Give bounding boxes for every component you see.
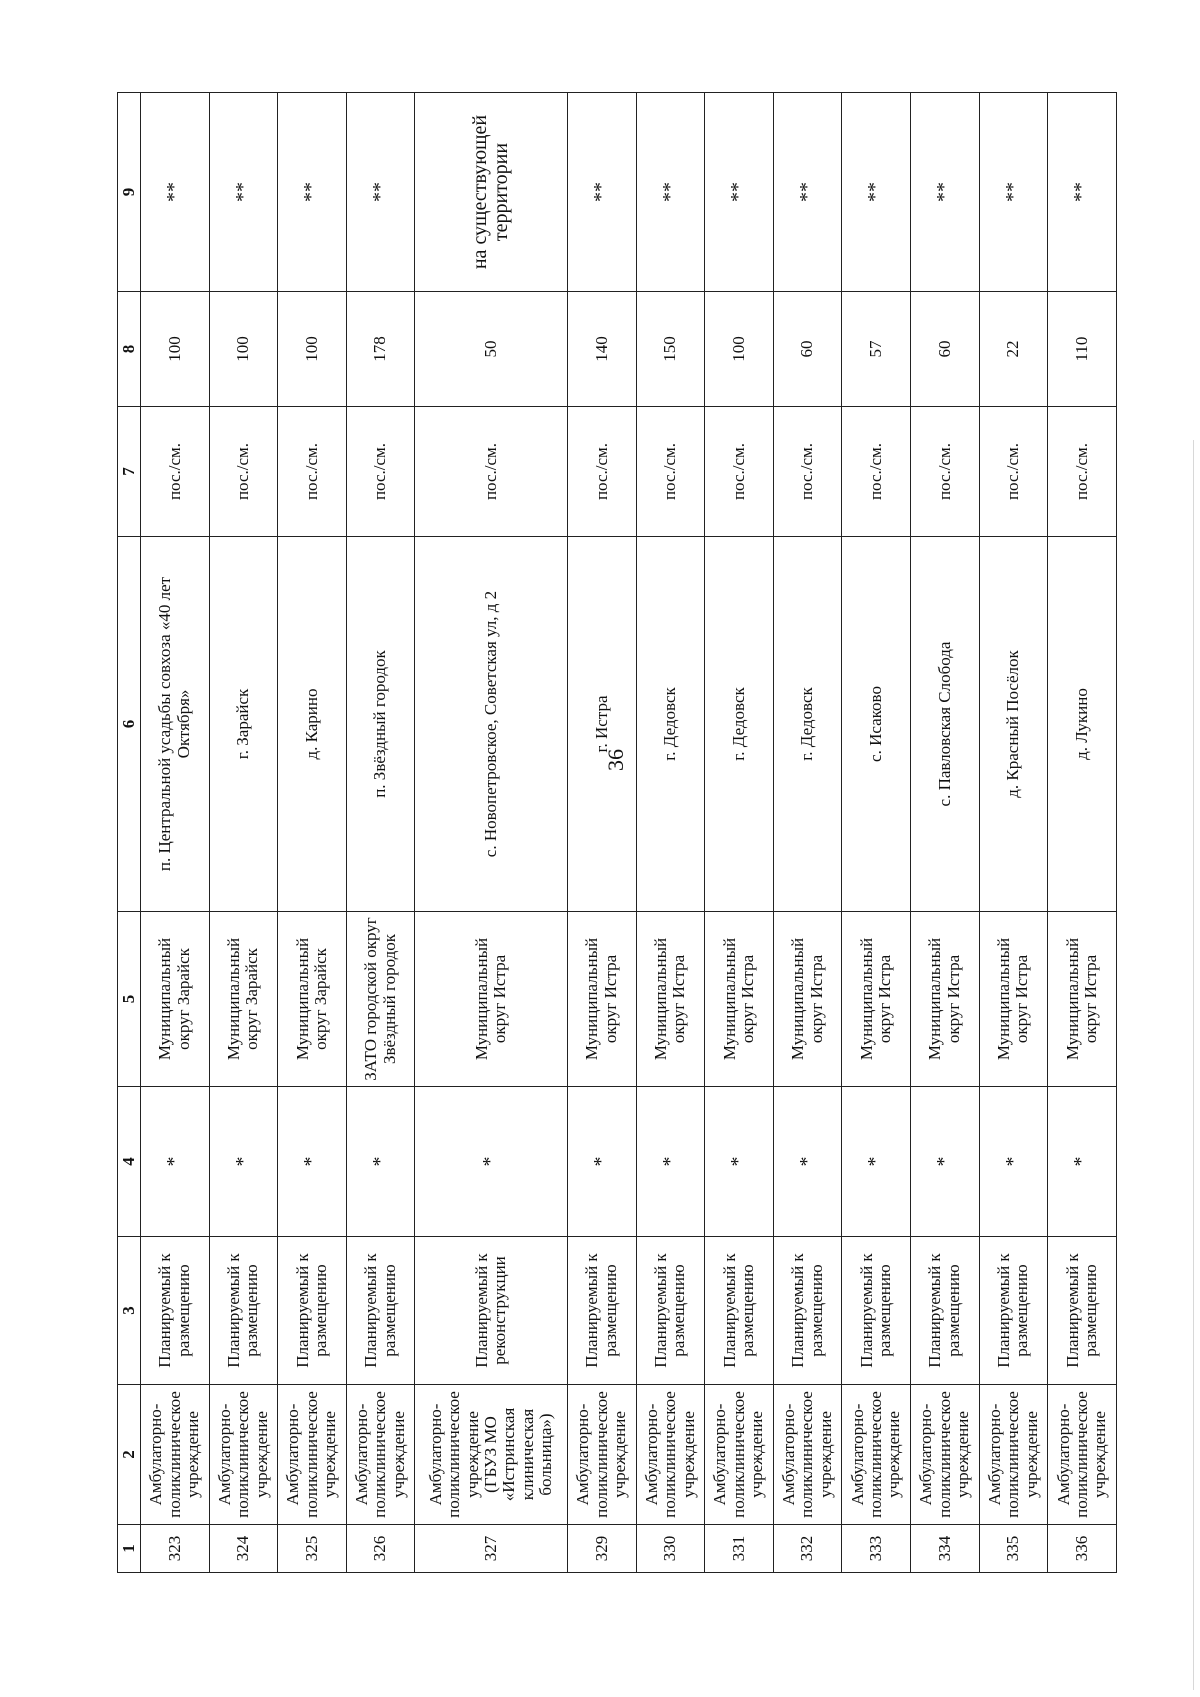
unit-cell: пос./см. [415, 407, 568, 537]
unit-cell: пос./см. [346, 407, 415, 537]
unit-cell: пос./см. [979, 407, 1048, 537]
marker-cell: * [141, 1087, 210, 1237]
table-row [141, 93, 210, 1573]
status-cell: Планируемый к размещению [567, 1237, 636, 1385]
municipality-cell: Муниципальный округ Истра [842, 912, 911, 1087]
land-area-cell: ** [910, 93, 979, 292]
capacity-cell: 178 [346, 292, 415, 407]
facility-type-cell: Амбулаторно-поликлиническое учреждение [842, 1385, 911, 1525]
facility-type-cell: Амбулаторно-поликлиническое учреждение [1048, 1385, 1117, 1525]
municipality-cell: Муниципальный округ Истра [979, 912, 1048, 1087]
marker-cell: * [567, 1087, 636, 1237]
location-cell: д. Лукино [1048, 537, 1117, 912]
row-number-cell: 333 [842, 1525, 911, 1573]
table-row [567, 93, 636, 1573]
row-number-cell: 335 [979, 1525, 1048, 1573]
capacity-cell: 100 [209, 292, 278, 407]
marker-cell: * [842, 1087, 911, 1237]
status-cell: Планируемый к размещению [979, 1237, 1048, 1385]
table-row [1048, 93, 1117, 1573]
location-cell: с. Исаково [842, 537, 911, 912]
capacity-cell: 100 [705, 292, 774, 407]
capacity-cell: 150 [636, 292, 705, 407]
table-row [415, 93, 568, 1573]
municipality-cell: Муниципальный округ Зарайск [141, 912, 210, 1087]
row-number-cell: 325 [278, 1525, 347, 1573]
location-cell: с. Новопетровское, Советская ул, д 2 [415, 537, 568, 912]
location-cell: г. Дедовск [705, 537, 774, 912]
marker-cell: * [773, 1087, 842, 1237]
status-cell: Планируемый к размещению [773, 1237, 842, 1385]
unit-cell: пос./см. [636, 407, 705, 537]
status-cell: Планируемый к размещению [141, 1237, 210, 1385]
col-header-7: 7 [118, 407, 141, 537]
col-header-4: 4 [118, 1087, 141, 1237]
land-area-cell: ** [842, 93, 911, 292]
table-row [209, 93, 278, 1573]
land-area-cell: ** [979, 93, 1048, 292]
municipality-cell: ЗАТО городской округ Звёздный городок [346, 912, 415, 1087]
land-area-cell: ** [636, 93, 705, 292]
col-header-2: 2 [118, 1385, 141, 1525]
status-cell: Планируемый к размещению [209, 1237, 278, 1385]
col-header-6: 6 [118, 537, 141, 912]
municipality-cell: Муниципальный округ Зарайск [278, 912, 347, 1087]
table-row [773, 93, 842, 1573]
row-number-cell: 326 [346, 1525, 415, 1573]
table-body [141, 93, 1117, 1573]
capacity-cell: 60 [773, 292, 842, 407]
capacity-cell: 140 [567, 292, 636, 407]
row-number-cell: 331 [705, 1525, 774, 1573]
capacity-cell: 50 [415, 292, 568, 407]
unit-cell: пос./см. [910, 407, 979, 537]
col-header-3: 3 [118, 1237, 141, 1385]
table-container [117, 93, 1117, 1573]
marker-cell: * [636, 1087, 705, 1237]
facility-type-cell: Амбулаторно-поликлиническое учреждение [979, 1385, 1048, 1525]
facility-type-cell: Амбулаторно-поликлиническое учреждение [278, 1385, 347, 1525]
capacity-cell: 110 [1048, 292, 1117, 407]
municipality-cell: Муниципальный округ Истра [773, 912, 842, 1087]
municipality-cell: Муниципальный округ Истра [415, 912, 568, 1087]
facilities-table [117, 92, 1117, 1573]
location-cell: с. Павловская Слобода [910, 537, 979, 912]
status-cell: Планируемый к размещению [705, 1237, 774, 1385]
land-area-cell: ** [705, 93, 774, 292]
marker-cell: * [415, 1087, 568, 1237]
facility-type-cell: Амбулаторно-поликлиническое учреждение [567, 1385, 636, 1525]
unit-cell: пос./см. [209, 407, 278, 537]
municipality-cell: Муниципальный округ Истра [705, 912, 774, 1087]
facility-type-cell: Амбулаторно-поликлиническое учреждение [346, 1385, 415, 1525]
table-header-row [118, 93, 141, 1573]
location-cell: г. Истра [567, 537, 636, 912]
unit-cell: пос./см. [1048, 407, 1117, 537]
table-row [278, 93, 347, 1573]
municipality-cell: Муниципальный округ Истра [636, 912, 705, 1087]
facility-type-cell: Амбулаторно-поликлиническое учреждение (ГБУЗ МО «Истринская клиническая больница») [415, 1385, 568, 1525]
page-number: 36 [603, 749, 628, 771]
marker-cell: * [910, 1087, 979, 1237]
location-cell: г. Дедовск [636, 537, 705, 912]
col-header-1: 1 [118, 1525, 141, 1573]
unit-cell: пос./см. [705, 407, 774, 537]
marker-cell: * [346, 1087, 415, 1237]
land-area-cell: ** [278, 93, 347, 292]
capacity-cell: 100 [141, 292, 210, 407]
capacity-cell: 100 [278, 292, 347, 407]
facility-type-cell: Амбулаторно-поликлиническое учреждение [910, 1385, 979, 1525]
municipality-cell: Муниципальный округ Истра [567, 912, 636, 1087]
status-cell: Планируемый к размещению [1048, 1237, 1117, 1385]
marker-cell: * [705, 1087, 774, 1237]
row-number-cell: 324 [209, 1525, 278, 1573]
table-row [636, 93, 705, 1573]
scan-edge-line [1193, 440, 1194, 1690]
status-cell: Планируемый к размещению [278, 1237, 347, 1385]
row-number-cell: 334 [910, 1525, 979, 1573]
land-area-cell: ** [209, 93, 278, 292]
land-area-cell: ** [773, 93, 842, 292]
location-cell: д. Красный Посёлок [979, 537, 1048, 912]
marker-cell: * [979, 1087, 1048, 1237]
location-cell: п. Звёздный городок [346, 537, 415, 912]
status-cell: Планируемый к размещению [910, 1237, 979, 1385]
marker-cell: * [1048, 1087, 1117, 1237]
facility-type-cell: Амбулаторно-поликлиническое учреждение [705, 1385, 774, 1525]
row-number-cell: 327 [415, 1525, 568, 1573]
facility-type-cell: Амбулаторно-поликлиническое учреждение [636, 1385, 705, 1525]
row-number-cell: 323 [141, 1525, 210, 1573]
land-area-cell: ** [1048, 93, 1117, 292]
location-cell: п. Центральной усадьбы совхоза «40 лет Октября» [141, 537, 210, 912]
unit-cell: пос./см. [278, 407, 347, 537]
unit-cell: пос./см. [141, 407, 210, 537]
col-header-8: 8 [118, 292, 141, 407]
location-cell: д. Карино [278, 537, 347, 912]
capacity-cell: 22 [979, 292, 1048, 407]
facility-type-cell: Амбулаторно-поликлиническое учреждение [141, 1385, 210, 1525]
status-cell: Планируемый к размещению [346, 1237, 415, 1385]
status-cell: Планируемый к размещению [636, 1237, 705, 1385]
col-header-5: 5 [118, 912, 141, 1087]
land-area-cell: ** [567, 93, 636, 292]
capacity-cell: 60 [910, 292, 979, 407]
status-cell: Планируемый к размещению [842, 1237, 911, 1385]
unit-cell: пос./см. [567, 407, 636, 537]
municipality-cell: Муниципальный округ Истра [1048, 912, 1117, 1087]
col-header-9: 9 [118, 93, 141, 292]
land-area-cell: ** [346, 93, 415, 292]
facility-type-cell: Амбулаторно-поликлиническое учреждение [773, 1385, 842, 1525]
capacity-cell: 57 [842, 292, 911, 407]
row-number-cell: 336 [1048, 1525, 1117, 1573]
location-cell: г. Дедовск [773, 537, 842, 912]
table-row [842, 93, 911, 1573]
municipality-cell: Муниципальный округ Зарайск [209, 912, 278, 1087]
facility-type-cell: Амбулаторно-поликлиническое учреждение [209, 1385, 278, 1525]
land-area-cell: на существующей территории [415, 93, 568, 292]
table-row [705, 93, 774, 1573]
unit-cell: пос./см. [842, 407, 911, 537]
row-number-cell: 329 [567, 1525, 636, 1573]
land-area-cell: ** [141, 93, 210, 292]
marker-cell: * [209, 1087, 278, 1237]
table-row [910, 93, 979, 1573]
status-cell: Планируемый к реконструкции [415, 1237, 568, 1385]
municipality-cell: Муниципальный округ Истра [910, 912, 979, 1087]
table-row [979, 93, 1048, 1573]
row-number-cell: 332 [773, 1525, 842, 1573]
row-number-cell: 330 [636, 1525, 705, 1573]
table-row [346, 93, 415, 1573]
location-cell: г. Зарайск [209, 537, 278, 912]
marker-cell: * [278, 1087, 347, 1237]
unit-cell: пос./см. [773, 407, 842, 537]
